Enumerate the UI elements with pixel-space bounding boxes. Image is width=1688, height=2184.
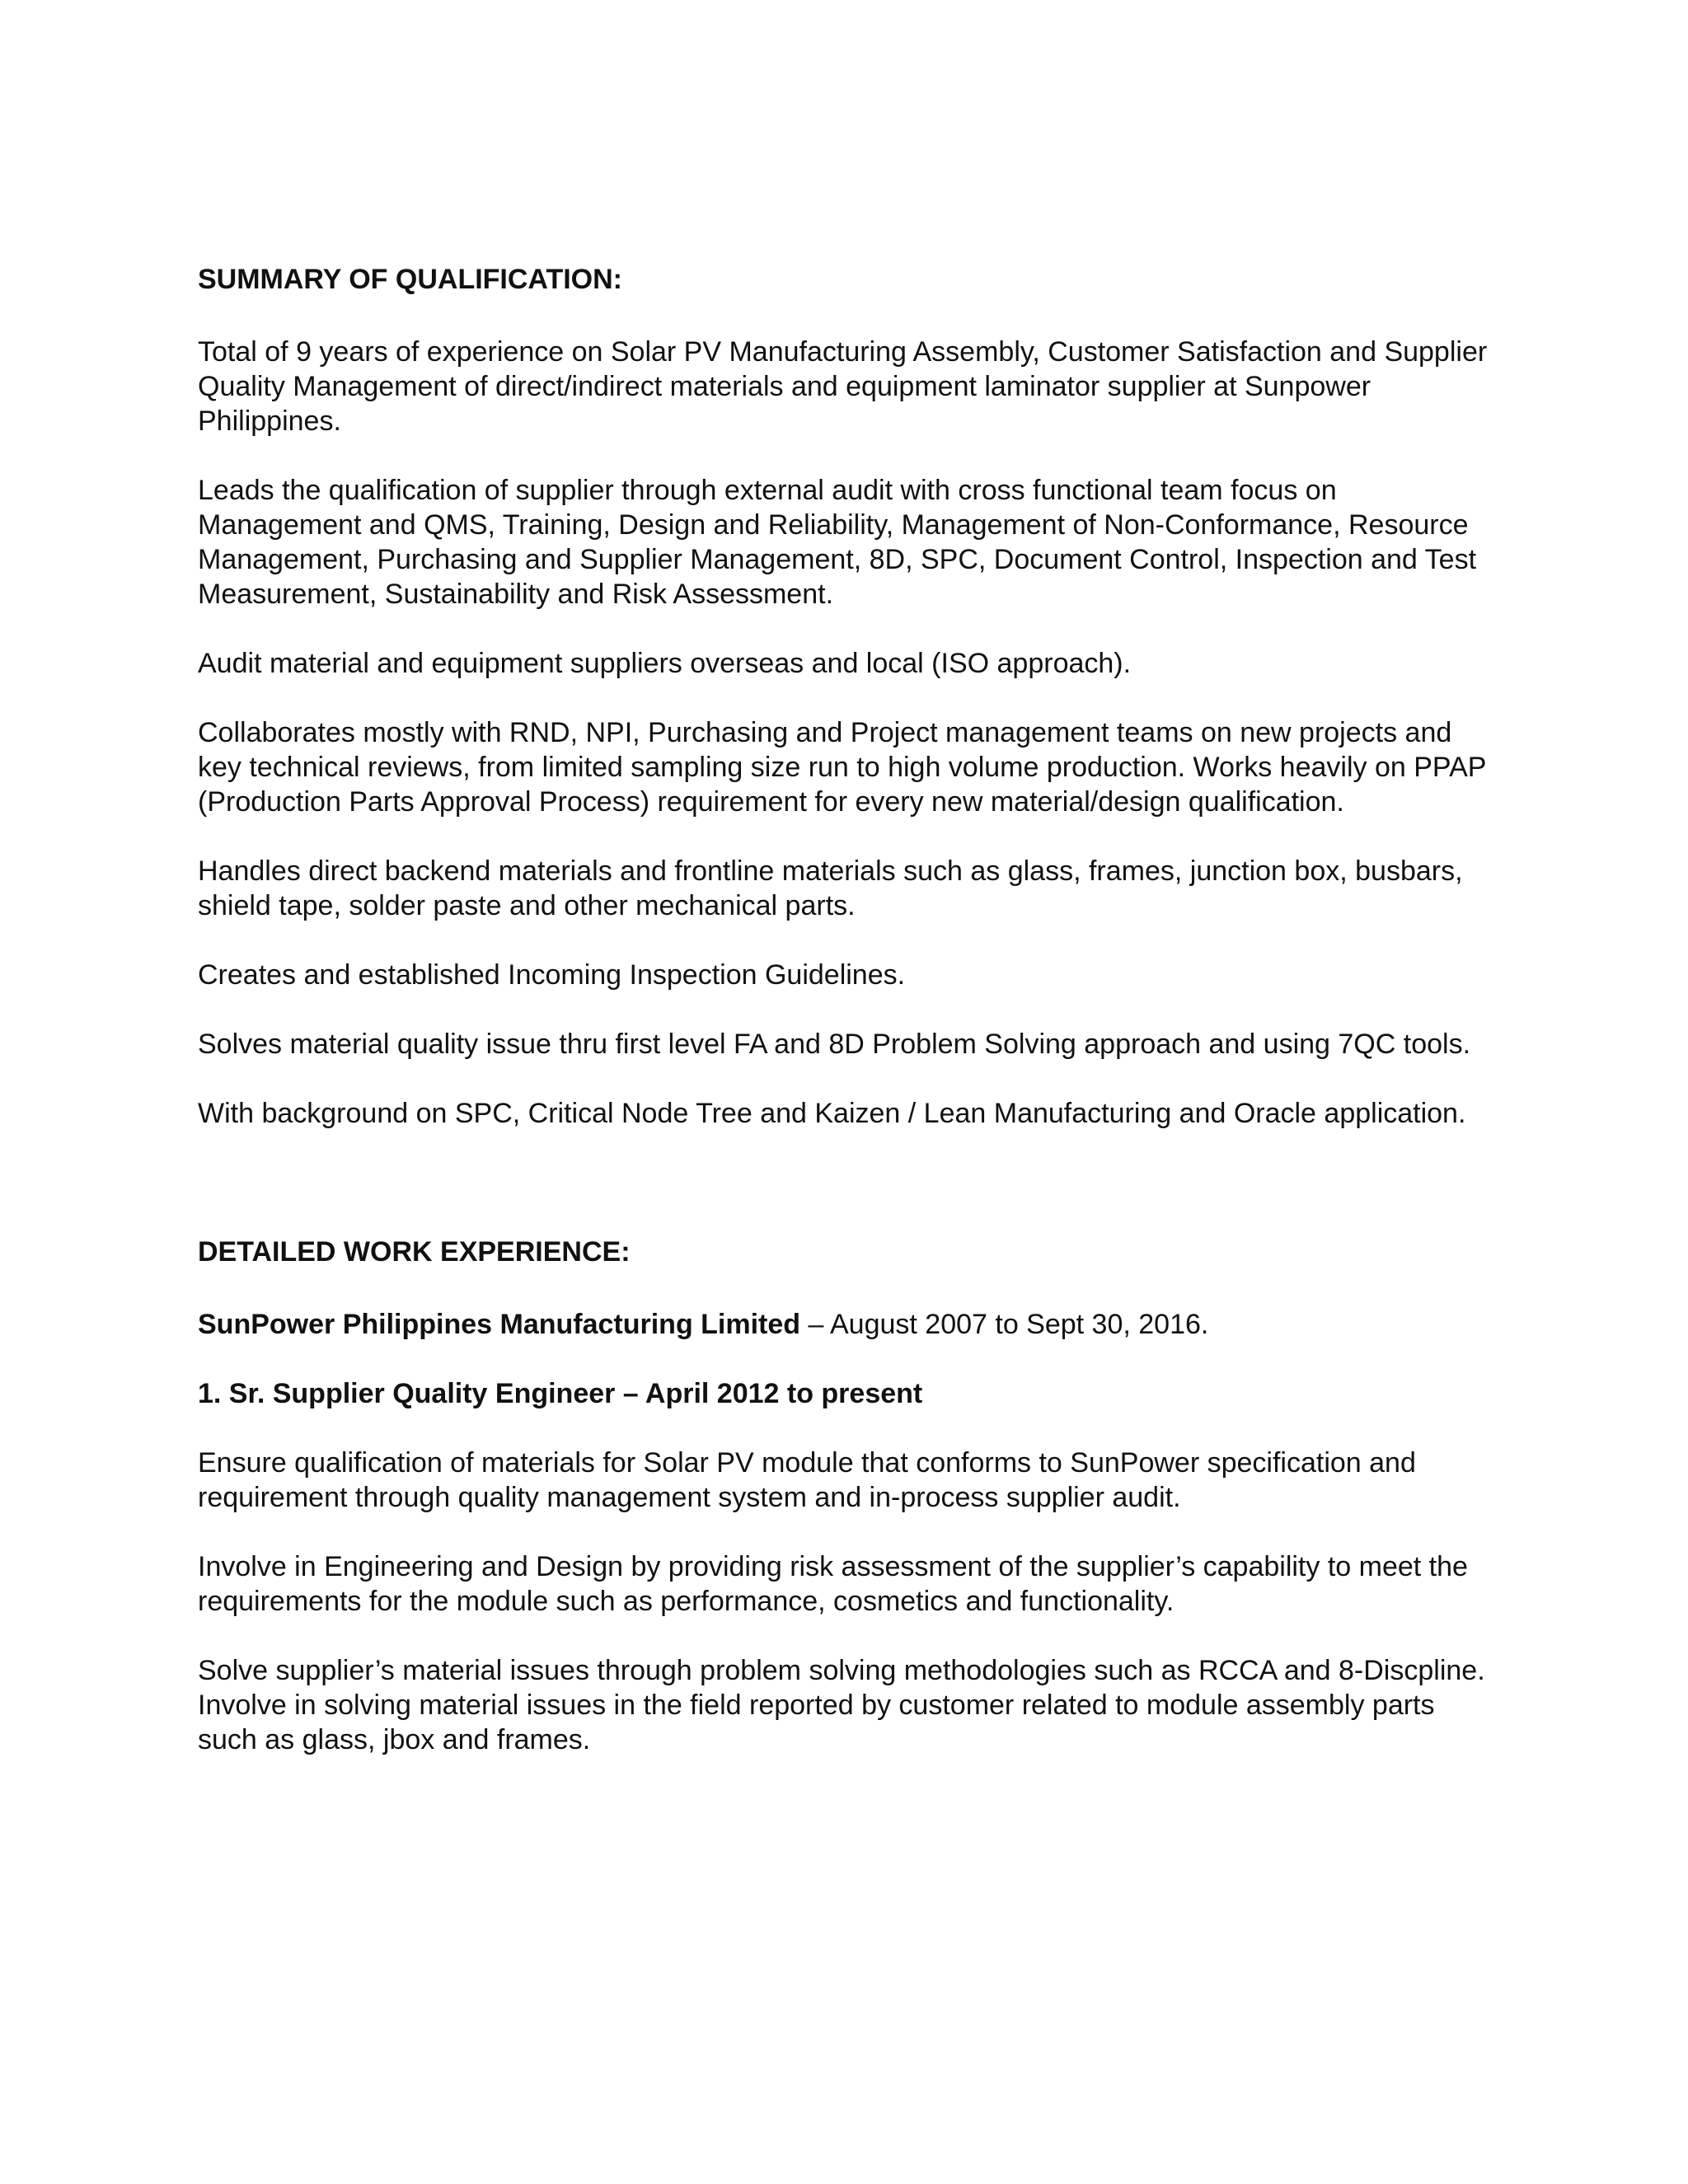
summary-paragraph-6: Creates and established Incoming Inspection Guidelines.	[198, 959, 906, 991]
company-line	[198, 1307, 1500, 1342]
summary-paragraph-8: With background on SPC, Critical Node Tree and Kaizen / Lean Manufacturing and Oracle application.	[198, 1098, 1466, 1129]
summary-paragraph-5: Handles direct backend materials and frontline materials such as glass, frames, junction box, busbars, shield tape, solder paste and other mechanical parts.	[198, 855, 1463, 921]
experience-paragraph-2: Involve in Engineering and Design by providing risk assessment of the supplier’s capability to meet the requirements for the module such as performance, cosmetics and functionality.	[198, 1551, 1468, 1617]
company-name: SunPower Philippines Manufacturing Limited	[198, 1309, 801, 1340]
summary-paragraph-3: Audit material and equipment suppliers overseas and local (ISO approach).	[198, 648, 1132, 679]
job-title: 1. Sr. Supplier Quality Engineer – April 2012 to present	[198, 1378, 923, 1409]
summary-paragraph-2: Leads the qualification of supplier through external audit with cross functional team focus on Management and QMS, Training, Design and Reliability, Management of Non-Conformance, Resource Management, Purchasing and Supplier Management, 8D, SPC, Document Control, Inspection and Test Measurement, Sustainability and Risk Assessment.	[198, 475, 1477, 610]
summary-paragraph-4: Collaborates mostly with RND, NPI, Purchasing and Project management teams on new projects and key technical reviews, from limited sampling size run to high volume production. Works heavily on PPAP (Production Parts Approval Process) requirement for every new material/design qualification.	[198, 717, 1486, 818]
summary-paragraph-7: Solves material quality issue thru first level FA and 8D Problem Solving approach and using 7QC tools.	[198, 1029, 1471, 1060]
experience-heading: DETAILED WORK EXPERIENCE:	[198, 1236, 631, 1268]
summary-heading: SUMMARY OF QUALIFICATION:	[198, 264, 622, 295]
document-content	[198, 262, 1500, 1792]
section-spacer	[198, 1165, 1500, 1235]
experience-paragraph-3: Solve supplier’s material issues through problem solving methodologies such as RCCA and 8-Discpline. Involve in solving material issues in the field reported by customer related to module assembly parts such as glass, jbox and frames.	[198, 1655, 1485, 1755]
company-dates: – August 2007 to Sept 30, 2016.	[800, 1309, 1209, 1340]
experience-paragraph-1: Ensure qualification of materials for Solar PV module that conforms to SunPower specification and requirement through quality management system and in-process supplier audit.	[198, 1447, 1416, 1513]
summary-paragraph-1: Total of 9 years of experience on Solar PV Manufacturing Assembly, Customer Satisfaction and Supplier Quality Management of direct/indirect materials and equipment laminator supplier at Sunpower Philippines.	[198, 336, 1488, 437]
